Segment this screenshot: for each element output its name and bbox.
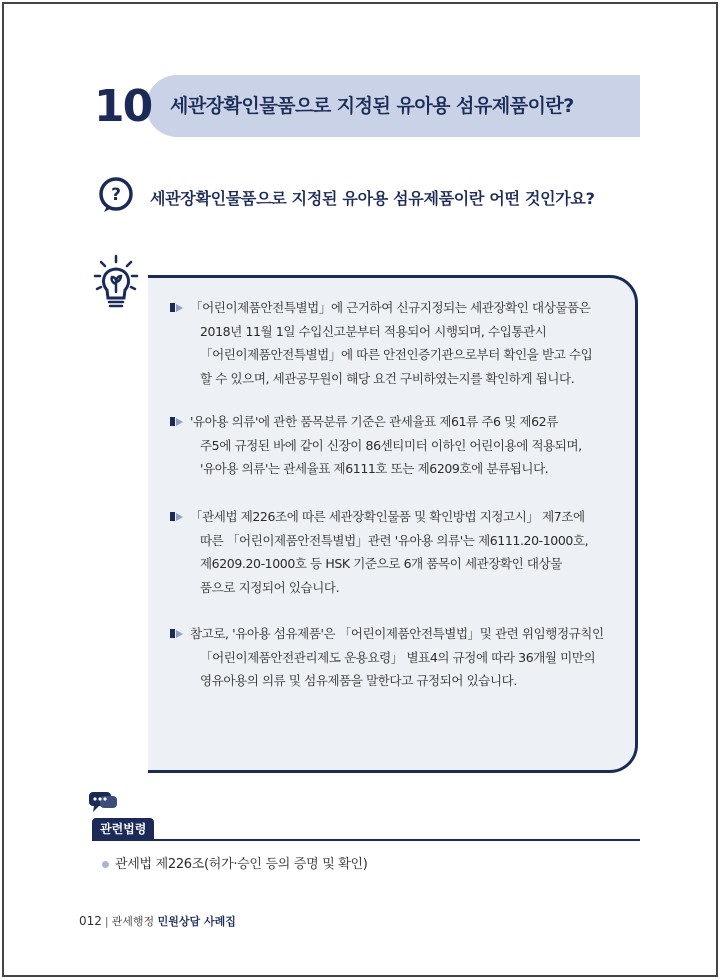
paragraph-line: 영유아용의 의류 및 섬유제품을 말한다고 규정되어 있습니다. bbox=[200, 673, 517, 688]
square-arrow-bullet-icon bbox=[170, 303, 184, 312]
page-footer bbox=[79, 913, 236, 929]
related-laws-label: 관련법령 bbox=[92, 818, 154, 840]
related-law-text: 관세법 제226조(허가·승인 등의 증명 및 확인) bbox=[115, 857, 368, 872]
paragraph-line: 할 수 있으며, 세관공무원이 해당 요건 구비하였는지를 확인하게 됩니다. bbox=[200, 370, 575, 386]
related-divider bbox=[92, 839, 640, 841]
light-bulb-icon bbox=[93, 254, 139, 312]
paragraph-line: '유아용 의류'에 관한 품목분류 기준은 관세율표 제61류 주6 및 제62류 bbox=[190, 414, 558, 429]
chat-bubble-icon bbox=[88, 791, 118, 813]
book-prefix: 관세행정 bbox=[111, 915, 155, 928]
paragraph-line: 품으로 지정되어 있습니다. bbox=[200, 579, 340, 595]
paragraph-line: 2018년 11월 1일 수입신고분부터 적용되어 시행되며, 수입통관시 bbox=[200, 323, 547, 339]
book-title: 민원상담 사례집 bbox=[157, 915, 236, 928]
paragraph-line: 참고로, '유아용 섬유제품'은 「어린이제품안전특별법」및 관련 위임행정규칙인 bbox=[190, 626, 604, 641]
square-arrow-bullet-icon bbox=[170, 512, 184, 521]
paragraph-line: '유아용 의류'는 관세율표 제6111호 또는 제6209호에 분류됩니다. bbox=[200, 461, 549, 476]
paragraph-line: 「어린이제품안전특별법」에 근거하여 신규지정되는 세관장확인 대상물품은 bbox=[190, 300, 591, 315]
paragraph-line: 「어린이제품안전관리제도 운용요령」 별표4의 규정에 따라 36개월 미만의 bbox=[200, 649, 596, 665]
question-text: 세관장확인물품으로 지정된 유아용 섬유제품이란 어떤 것인가요? bbox=[150, 189, 595, 208]
paragraph-line: 「어린이제품안전특별법」에 따른 안전인증기관으로부터 확인을 받고 수입 bbox=[200, 347, 593, 362]
bullet-dot-icon bbox=[102, 861, 109, 868]
paragraph-line: 「관세법 제226조에 따른 세관장확인물품 및 확인방법 지정고시」 제7조에 bbox=[190, 509, 585, 524]
paragraph-line: 따른 「어린이제품안전특별법」관련 '유아용 의류'는 제6111.20-1000호, bbox=[200, 532, 589, 548]
page-number: 012 bbox=[79, 914, 102, 928]
answer-paragraph-3 bbox=[178, 505, 618, 599]
paragraph-line: 주5에 규정된 바에 같이 신장이 86센티미터 이하인 어린이용에 적용되며, bbox=[200, 437, 582, 453]
related-law-item bbox=[102, 853, 368, 872]
square-arrow-bullet-icon bbox=[170, 417, 184, 426]
chapter-number: 10 bbox=[94, 81, 152, 132]
footer-separator: | bbox=[104, 915, 109, 928]
square-arrow-bullet-icon bbox=[170, 629, 184, 638]
question-mark-bubble-icon bbox=[97, 176, 135, 214]
answer-paragraph-4 bbox=[178, 622, 618, 693]
answer-paragraph-1 bbox=[178, 296, 618, 390]
answer-paragraph-2 bbox=[178, 410, 618, 481]
chapter-title: 세관장확인물품으로 지정된 유아용 섬유제품이란? bbox=[170, 95, 574, 117]
svg-text:?: ? bbox=[111, 185, 121, 205]
paragraph-line: 제6209.20-1000호 등 HSK 기준으로 6개 품목이 세관장확인 대상물 bbox=[200, 556, 562, 571]
